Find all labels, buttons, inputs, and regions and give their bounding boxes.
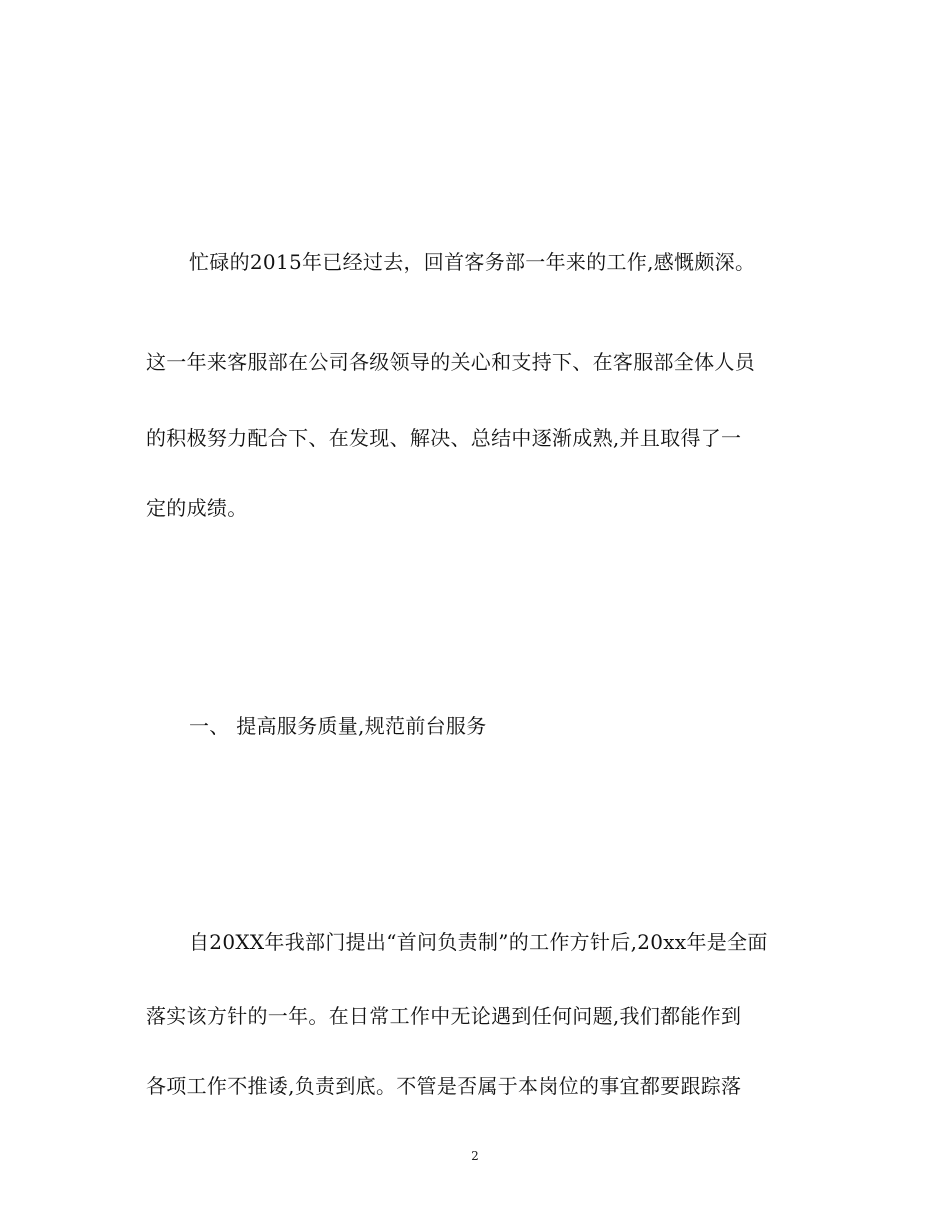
- paragraph-2-line-2: 落实该方针的一年。在日常工作中无论遇到任何问题,我们都能作到: [146, 1004, 742, 1028]
- paragraph-1-line-3: 的积极努力配合下、在发现、解决、总结中逐渐成熟,并且取得了一: [146, 426, 742, 450]
- paragraph-1-line-4: 定的成绩。: [146, 496, 248, 520]
- paragraph-1-line-2: 这一年来客服部在公司各级领导的关心和支持下、在客服部全体人员: [146, 350, 755, 374]
- section-heading: 一、 提高服务质量,规范前台服务: [189, 714, 487, 738]
- page-number: 2: [471, 1149, 479, 1163]
- paragraph-2-line-1: 自20XX年我部门提出“首问负责制”的工作方针后,20xx年是全面: [189, 930, 768, 954]
- paragraph-1-line-1: 忙碌的2015年已经过去，回首客务部一年来的工作,感慨颇深。: [189, 250, 756, 274]
- paragraph-2-line-3: 各项工作不推诿,负责到底。不管是否属于本岗位的事宜都要跟踪落: [146, 1074, 742, 1098]
